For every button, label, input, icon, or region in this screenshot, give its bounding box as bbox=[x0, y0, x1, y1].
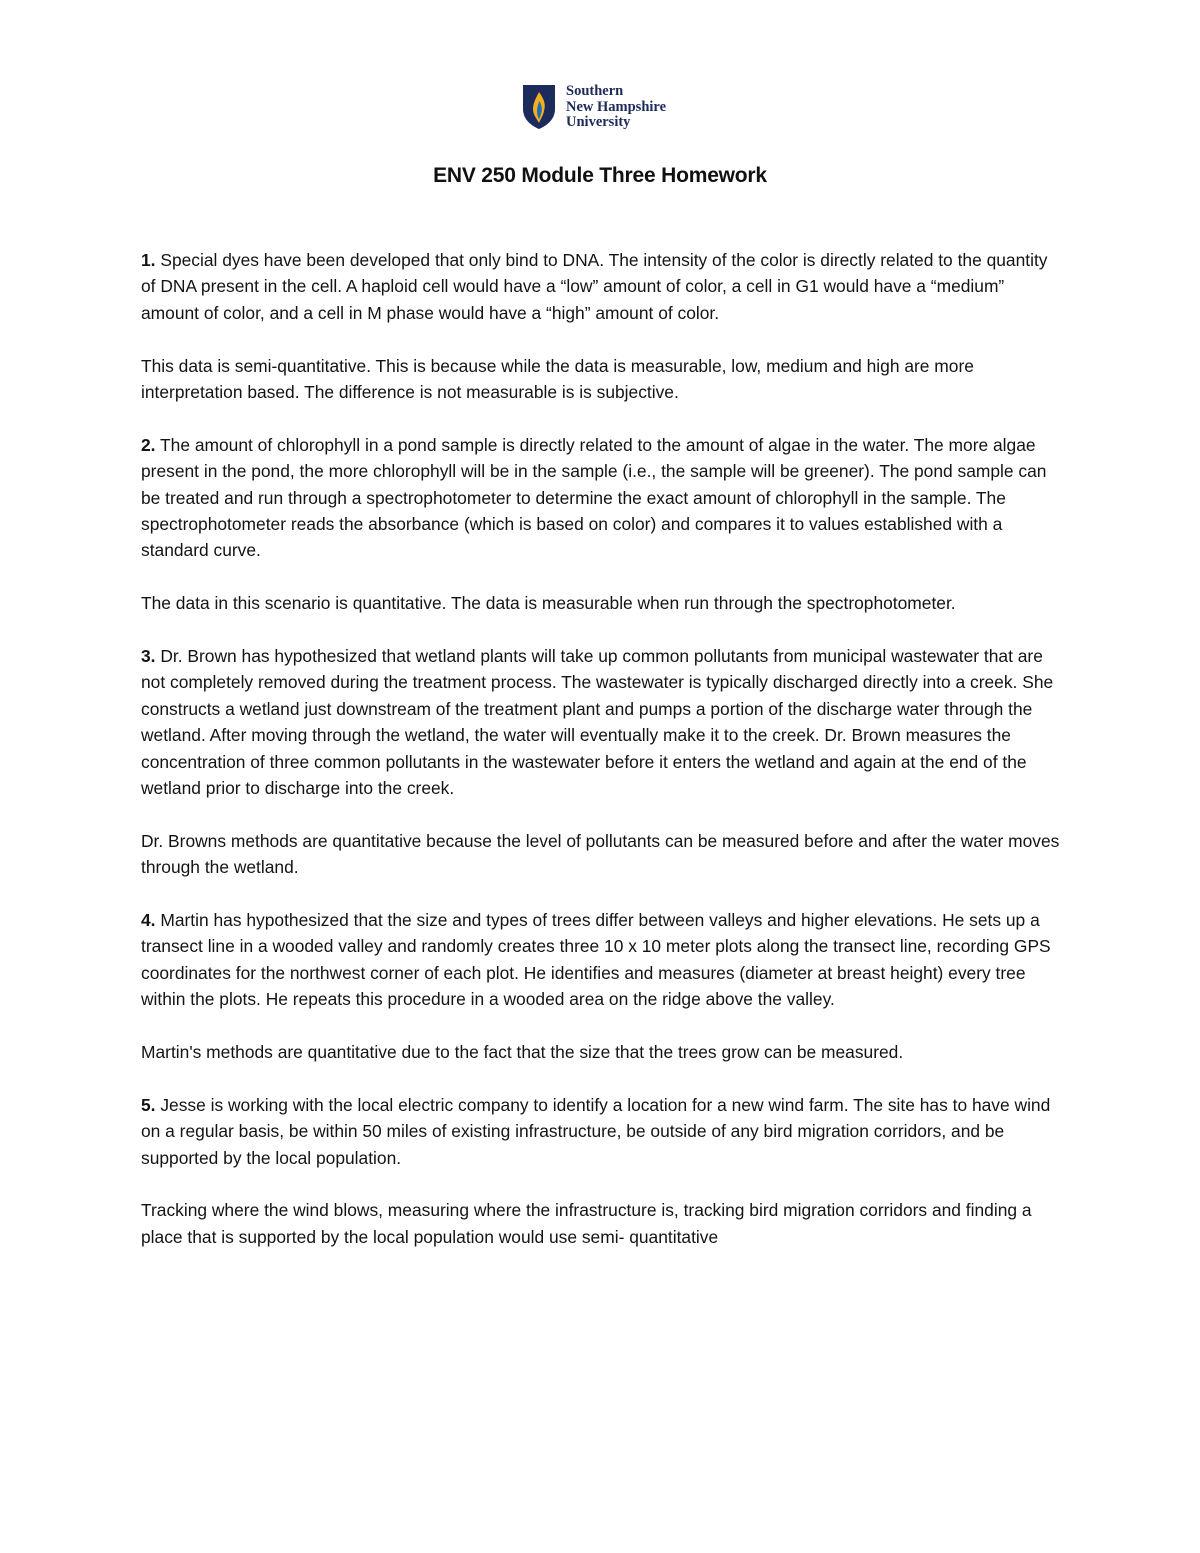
question-number: 3. bbox=[141, 646, 156, 667]
question-text: Jesse is working with the local electric company to identify a location for a new wind farm. The site has to have wind on a regular basis, be within 50 miles of existing infrastructure, be outside of any bird migration corridors, and be supported by the local population. bbox=[141, 1094, 1051, 1168]
answer-3: Dr. Browns methods are quantitative because the level of pollutants can be measured before and after the water moves through the wetland. bbox=[141, 830, 1060, 878]
document-body bbox=[141, 247, 1061, 1277]
logo-line-3: University bbox=[566, 114, 631, 130]
answer-1: This data is semi-quantitative. This is because while the data is measurable, low, medium and high are more interpretation based. The difference is not measurable is is subjective. bbox=[141, 355, 974, 403]
question-5 bbox=[141, 1092, 1061, 1171]
question-text: Special dyes have been developed that only bind to DNA. The intensity of the color is directly related to the quantity of DNA present in the cell. A haploid cell would have a “low” amount of color, a cell in G1 would have a “medium” amount of color, and a cell in M phase would have a “high” amount of color. bbox=[141, 250, 1048, 323]
question-1 bbox=[141, 247, 1061, 326]
question-3 bbox=[141, 643, 1061, 801]
question-number: 1. bbox=[141, 250, 156, 270]
question-4 bbox=[141, 907, 1061, 1013]
answer-2: The data in this scenario is quantitative. The data is measurable when run through the spectrophotometer. bbox=[141, 593, 956, 614]
answer-4: Martin's methods are quantitative due to the fact that the size that the trees grow can be measured. bbox=[141, 1042, 904, 1063]
university-logo bbox=[522, 84, 666, 131]
document-title: ENV 250 Module Three Homework bbox=[433, 164, 767, 187]
answer-5: Tracking where the wind blows, measuring where the infrastructure is, tracking bird migration corridors and finding a place that is supported by the local population would use semi- quantitative bbox=[141, 1200, 1032, 1247]
question-text: Dr. Brown has hypothesized that wetland plants will take up common pollutants from municipal wastewater that are not completely removed during the treatment process. The wastewater is typically discharged directly into a creek. She constructs a wetland just downstream of the treatment plant and pumps a portion of the discharge water through the wetland. After moving through the wetland, the water will eventually make it to the creek. Dr. Brown measures the concentration of three common pollutants in the wastewater before it enters the wetland and again at the end of the wetland prior to discharge into the creek. bbox=[141, 646, 1054, 799]
logo-line-1: Southern bbox=[566, 83, 624, 99]
question-number: 5. bbox=[141, 1094, 156, 1115]
logo-wordmark bbox=[566, 84, 666, 131]
question-text: Martin has hypothesized that the size and types of trees differ between valleys and higher elevations. He sets up a transect line in a wooded valley and randomly creates three 10 x 10 meter plots along the transect line, recording GPS coordinates for the northwest corner of each plot. He identifies and measures (diameter at breast height) every tree within the plots. He repeats this procedure in a wooded area on the ridge above the valley. bbox=[141, 910, 1051, 1010]
question-2 bbox=[141, 432, 1061, 564]
question-number: 2. bbox=[141, 434, 156, 455]
logo-line-2: New Hampshire bbox=[566, 98, 667, 115]
shield-flame-icon bbox=[522, 84, 556, 130]
question-text: The amount of chlorophyll in a pond sample is directly related to the amount of algae in the water. The more algae present in the pond, the more chlorophyll will be in the sample (i.e., the sample will be greener). The pond sample can be treated and run through a spectrophotometer to determine the exact amount of chlorophyll in the sample. The spectrophotometer reads the absorbance (which is based on color) and compares it to values established with a standard curve. bbox=[141, 434, 1047, 561]
question-number: 4. bbox=[141, 910, 156, 931]
